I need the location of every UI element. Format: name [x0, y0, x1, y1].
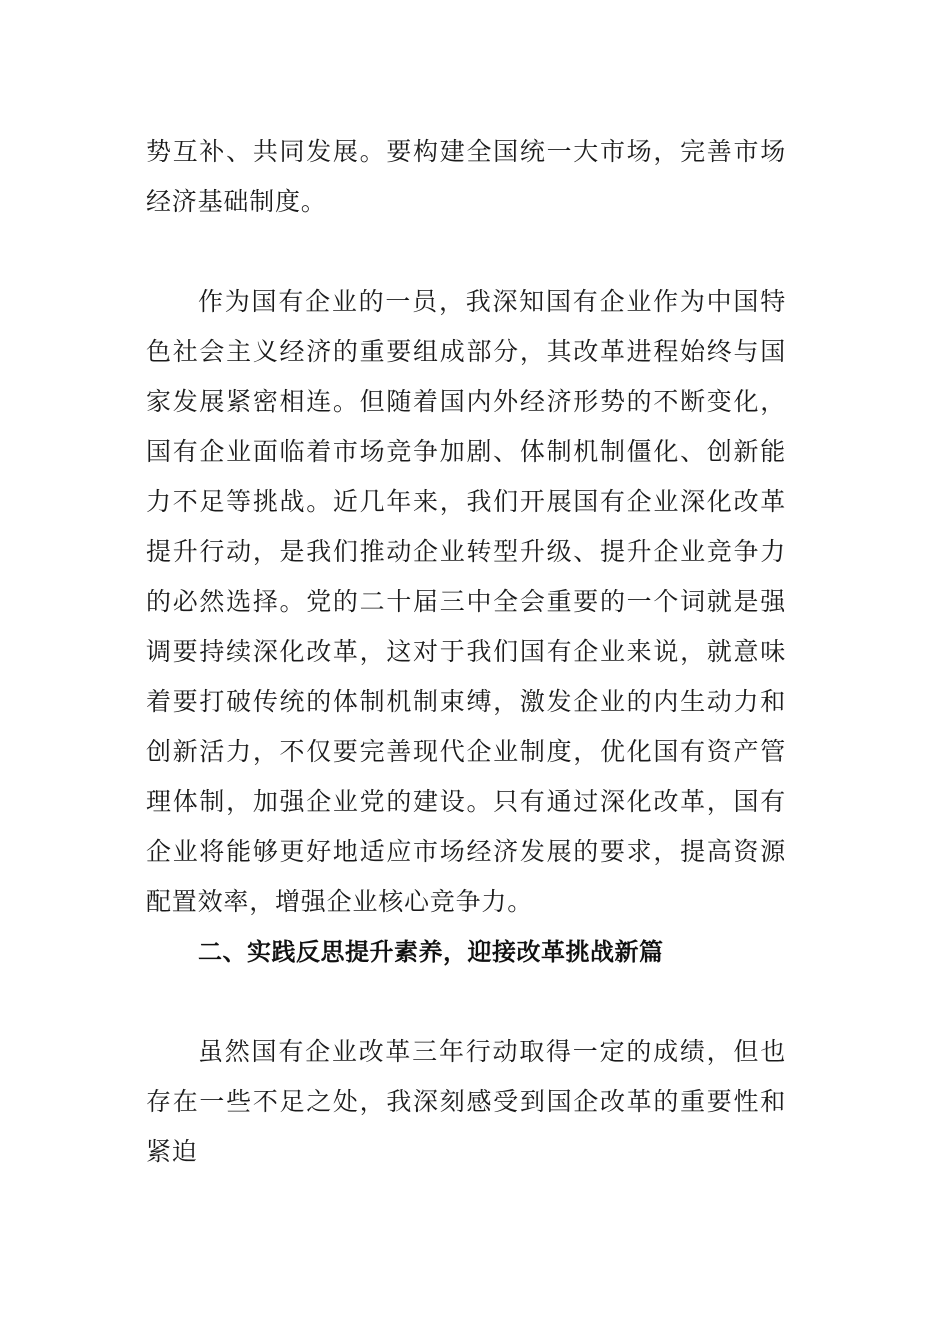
- paragraph-continuation: 势互补、共同发展。要构建全国统一大市场，完善市场经济基础制度。: [146, 137, 786, 216]
- document-body: [146, 127, 786, 1177]
- paragraph-practice-reflection: 虽然国有企业改革三年行动取得一定的成绩，但也存在一些不足之处，我深刻感受到国企改革的重要性和紧迫: [146, 1037, 786, 1166]
- paragraph-reform-significance: 作为国有企业的一员，我深知国有企业作为中国特色社会主义经济的重要组成部分，其改革进程始终与国家发展紧密相连。但随着国内外经济形势的不断变化，国有企业面临着市场竞争加剧、体制机制僵化、创新能力不足等挑战。近几年来，我们开展国有企业深化改革提升行动，是我们推动企业转型升级、提升企业竞争力的必然选择。党的二十届三中全会重要的一个词就是强调要持续深化改革，这对于我们国有企业来说，就意味着要打破传统的体制机制束缚，激发企业的内生动力和创新活力，不仅要完善现代企业制度，优化国有资产管理体制，加强企业党的建设。只有通过深化改革，国有企业将能够更好地适应市场经济发展的要求，提高资源配置效率，增强企业核心竞争力。: [146, 287, 786, 916]
- section-heading: 二、实践反思提升素养，迎接改革挑战新篇: [198, 938, 664, 966]
